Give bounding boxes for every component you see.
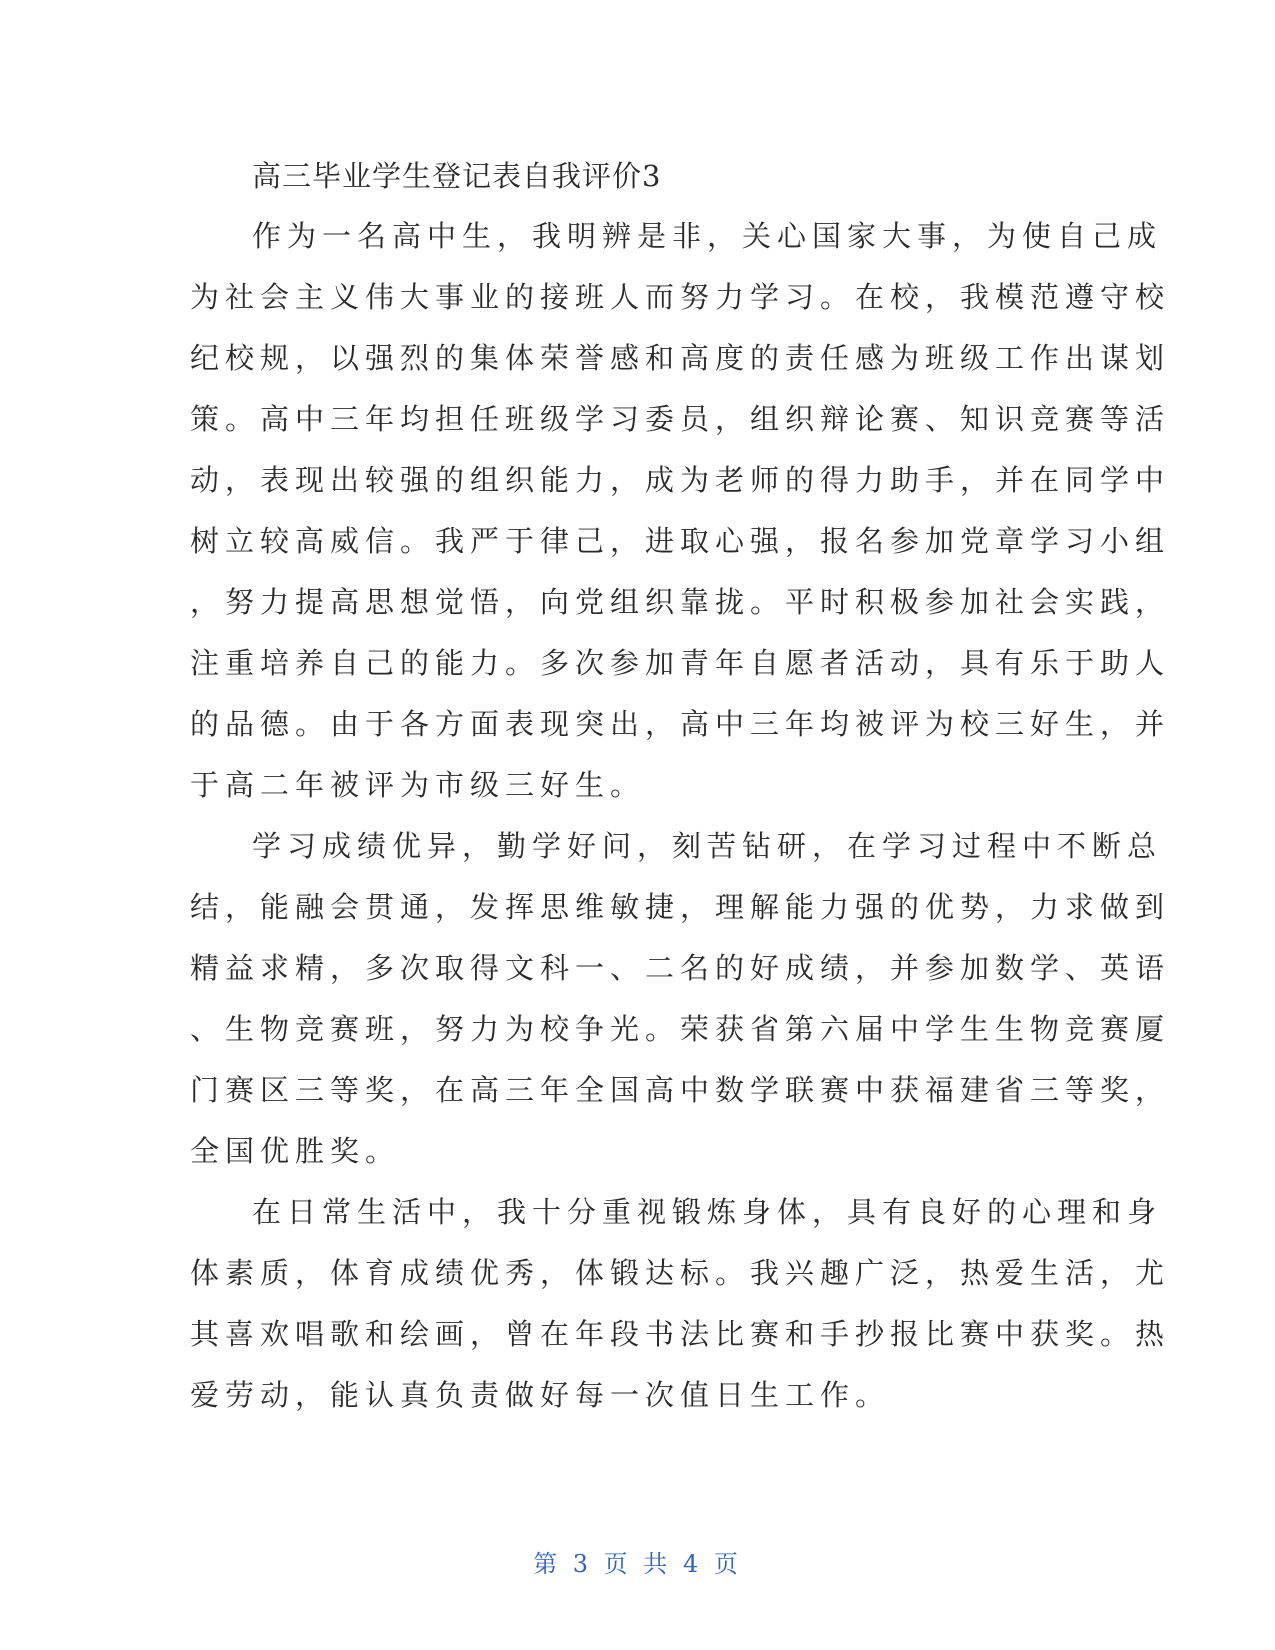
paragraph-line: 策。高中三年均担任班级学习委员，组织辩论赛、知识竞赛等活 (190, 402, 1171, 436)
paragraph-1 (190, 206, 1171, 816)
document-title: 高三毕业学生登记表自我评价3 (252, 159, 662, 193)
paragraph-line: 于高二年被评为市级三好生。 (190, 768, 646, 802)
paragraph-line: 体素质，体育成绩优秀，体锻达标。我兴趣广泛，热爱生活，尤 (190, 1256, 1171, 1290)
paragraph-line: 学习成绩优异，勤学好问，刻苦钻研，在学习过程中不断总 (252, 829, 1163, 863)
paragraph-2 (190, 816, 1171, 1182)
paragraph-line: 为社会主义伟大事业的接班人而努力学习。在校，我模范遵守校 (190, 280, 1171, 314)
paragraph-line: 树立较高威信。我严于律己，进取心强，报名参加党章学习小组 (190, 524, 1171, 558)
paragraph-line: 全国优胜奖。 (190, 1134, 401, 1168)
paragraph-line: 精益求精，多次取得文科一、二名的好成绩，并参加数学、英语 (190, 951, 1171, 985)
paragraph-line: 、生物竞赛班，努力为校争光。荣获省第六届中学生生物竞赛厦 (190, 1012, 1171, 1046)
paragraph-line: 注重培养自己的能力。多次参加青年自愿者活动，具有乐于助人 (190, 646, 1171, 680)
paragraph-line: 纪校规，以强烈的集体荣誉感和高度的责任感为班级工作出谋划 (190, 341, 1171, 375)
paragraph-line: 在日常生活中，我十分重视锻炼身体，具有良好的心理和身 (252, 1195, 1163, 1229)
paragraph-line: 的品德。由于各方面表现突出，高中三年均被评为校三好生，并 (190, 707, 1171, 741)
document-body (190, 146, 1171, 1426)
paragraph-line: 门赛区三等奖，在高三年全国高中数学联赛中获福建省三等奖， (190, 1073, 1171, 1107)
paragraph-line: 作为一名高中生，我明辨是非，关心国家大事，为使自己成 (252, 219, 1163, 253)
paragraph-line: 动，表现出较强的组织能力，成为老师的得力助手，并在同学中 (190, 463, 1171, 497)
paragraph-line: ，努力提高思想觉悟，向党组织靠拢。平时积极参加社会实践， (190, 585, 1171, 619)
paragraph-line: 其喜欢唱歌和绘画，曾在年段书法比赛和手抄报比赛中获奖。热 (190, 1317, 1171, 1351)
paragraph-line: 结，能融会贯通，发挥思维敏捷，理解能力强的优势，力求做到 (190, 890, 1171, 924)
paragraph-3 (190, 1182, 1171, 1426)
page-number-footer: 第 3 页 共 4 页 (533, 1550, 742, 1578)
paragraph-line: 爱劳动，能认真负责做好每一次值日生工作。 (190, 1378, 891, 1412)
